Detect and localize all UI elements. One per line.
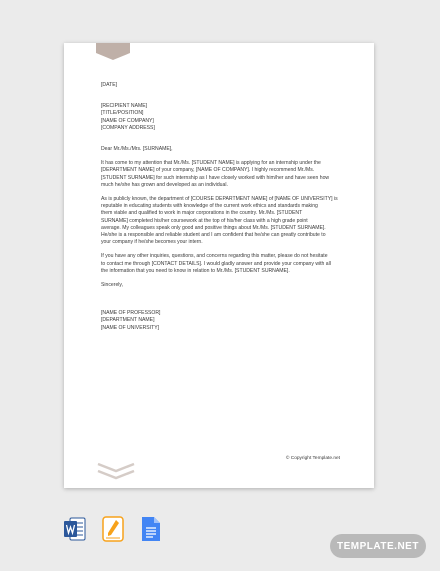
- paragraph-1-line: [DEPARTMENT NAME] of your company, [NAME OF COMPANY]. I highly recommend Mr./Ms.: [101, 167, 315, 174]
- paragraph-3-line: to contact me through [CONTACT DETAILS]. I would gladly answer and provide your company with all: [101, 260, 331, 267]
- signature-name: [NAME OF PROFESSOR]: [101, 310, 161, 317]
- letter-date: [DATE]: [101, 82, 118, 88]
- app-icons: [64, 516, 162, 542]
- brand-logo[interactable]: TEMPLATE.NET: [330, 534, 426, 558]
- paragraph-2-line: average. My colleagues speak only good and positive things about Mr./Ms. [STUDENT SURNAME].: [101, 224, 326, 231]
- paragraph-1-line: much he/she has grown and developed as an individual.: [101, 181, 228, 188]
- signature-university: [NAME OF UNIVERSITY]: [101, 324, 160, 331]
- paragraph-1-line: It has come to my attention that Mr./Ms. [STUDENT NAME] is applying for an internship under the: [101, 160, 321, 167]
- paragraph-1-line: [STUDENT SURNAME] for such internship as I have closely worked with him/her and have seen how: [101, 174, 330, 181]
- signature-department: [DEPARTMENT NAME]: [101, 317, 155, 324]
- copyright-text: © Copyright Template.net: [285, 456, 340, 461]
- letter-page: [64, 43, 374, 488]
- recipient-company: [NAME OF COMPANY]: [101, 117, 154, 124]
- paragraph-3-line: If you have any other inquiries, questions, and concerns regarding this matter, please do not hesitate: [101, 253, 328, 260]
- paragraph-2-line: them viable and qualified to work in major corporations in the country. Mr./Ms. [STUDENT: [101, 210, 303, 217]
- recipient-title: [TITLE/POSITION]: [101, 110, 144, 117]
- salutation: Dear Mr./Ms./Mrs. [SURNAME],: [101, 146, 173, 153]
- letter-body: [101, 82, 338, 332]
- google-docs-icon[interactable]: [140, 516, 162, 542]
- paragraph-3-line: the information that you need to know in relation to Mr./Ms. [STUDENT SURNAME].: [101, 267, 290, 274]
- word-icon[interactable]: [64, 516, 86, 542]
- recipient-name: [RECIPIENT NAME]: [101, 103, 148, 110]
- recipient-address: [COMPANY ADDRESS]: [101, 124, 155, 131]
- paragraph-2-line: your company if he/she becomes your intern.: [101, 239, 203, 246]
- ribbon-decoration: [96, 43, 130, 61]
- closing: Sincerely,: [101, 282, 123, 289]
- pages-icon[interactable]: [102, 516, 124, 542]
- chevron-decoration: [96, 462, 136, 482]
- paragraph-2-line: He/she is a responsible and reliable student and I am confident that he/she can greatly contribute to: [101, 232, 326, 239]
- paragraph-2-line: As is publicly known, the department of [COURSE DEPARTMENT NAME] of [NAME OF UNIVERSITY] is: [101, 196, 338, 203]
- paragraph-2-line: SURNAME] completed his/her coursework at the top of his/her class with a high grade point: [101, 217, 308, 224]
- paragraph-2-line: reputable in educating students with knowledge of the current work ethics and standards making: [101, 203, 318, 210]
